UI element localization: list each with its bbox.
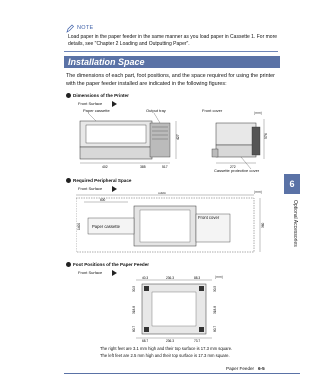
unit-label: (mm): [254, 111, 262, 115]
dimensions-heading: Dimensions of the Printer: [73, 93, 129, 98]
footer-rule: [64, 373, 300, 374]
foot-mark: [144, 286, 149, 291]
cassette-cover-label: Cassette protective cover: [214, 168, 260, 173]
dim-right: 360: [261, 222, 265, 228]
intro-text: The dimensions of each part, foot positions, and the space required for using the printer with the paper feeder installed are indicated in the following figures:: [66, 73, 275, 87]
peripheral-heading: Required Peripheral Space: [73, 178, 132, 183]
foot-mark: [199, 327, 204, 332]
dim-w3: 517: [162, 165, 168, 169]
note-pencil-icon: [66, 24, 74, 33]
output-tray-label: Output tray: [146, 108, 166, 113]
foot-mark: [199, 286, 204, 291]
front-surface-label: Front Surface: [78, 101, 103, 106]
divider: [64, 51, 278, 52]
paper-cassette-label: Paper cassette: [92, 224, 120, 229]
note-label: NOTE: [77, 25, 94, 31]
bottom-dim-2: 236.3: [166, 339, 174, 342]
peripheral-space-figure: [76, 192, 276, 254]
dim-w1: 402: [102, 165, 108, 169]
paper-cassette-label: Paper cassette: [83, 108, 110, 113]
dim-side: 1400: [77, 222, 81, 230]
left-dim-1: 30.5: [132, 285, 136, 292]
right-dim-2: 318.8: [213, 306, 217, 314]
dim-total: 1303: [158, 192, 166, 195]
foot-mark: [144, 327, 149, 332]
left-dim-3: 80.7: [132, 325, 136, 332]
dim-w4: 272: [230, 165, 236, 169]
bullet-icon: [66, 262, 71, 267]
dim-h2: 574: [264, 133, 268, 139]
printer-front-drawing: [80, 121, 170, 159]
dim-w2: 385: [140, 165, 146, 169]
feet-heading: Foot Positions of the Paper Feeder: [73, 262, 150, 267]
printer-dimension-figure: [66, 113, 276, 171]
arrow-right-icon: [112, 101, 117, 107]
front-cover-label: Front cover: [202, 108, 223, 113]
dim-top: 600: [100, 198, 106, 202]
arrow-right-icon: [112, 270, 117, 276]
front-cover-label: Front cover: [198, 215, 220, 220]
feet-caption-1: The right feet are 3.1 mm high and their top surface is 17.3 mm square.: [100, 346, 233, 351]
dim-h1: 427: [176, 134, 180, 140]
unit-label: (mm): [215, 275, 223, 279]
bottom-dim-1: 68.7: [142, 339, 149, 342]
right-dim-1: 30.5: [213, 285, 217, 292]
top-dim-3: 88.3: [194, 276, 201, 280]
printer-side-drawing: [212, 123, 260, 157]
front-surface-label: Front Surface: [78, 270, 103, 275]
bullet-icon: [66, 178, 71, 183]
right-dim-3: 80.7: [213, 325, 217, 332]
top-dim-2: 236.3: [166, 276, 174, 280]
feet-position-figure: [128, 276, 224, 342]
chapter-side-label: Optional Accessories: [292, 200, 298, 247]
unit-label: (mm): [254, 190, 262, 194]
section-title: Installation Space: [68, 57, 145, 67]
chapter-tab: 6: [284, 174, 300, 194]
footer-section: Paper Feeder: [226, 366, 255, 371]
bullet-icon: [66, 93, 71, 98]
feet-caption-2: The left feet are 2.5 mm high and their top surface is 17.3 mm square.: [100, 353, 230, 358]
left-dim-2: 318.8: [132, 306, 136, 314]
top-dim-1: 40.3: [142, 276, 149, 280]
note-text: Load paper in the paper feeder in the same manner as you load paper in Cassette 1. For more details, see "Chapter 2 Loading and Outputting Paper".: [68, 34, 278, 47]
footer-page: 6-5: [258, 366, 265, 371]
bottom-dim-3: 73.7: [194, 339, 201, 342]
front-surface-label: Front Surface: [78, 186, 103, 191]
